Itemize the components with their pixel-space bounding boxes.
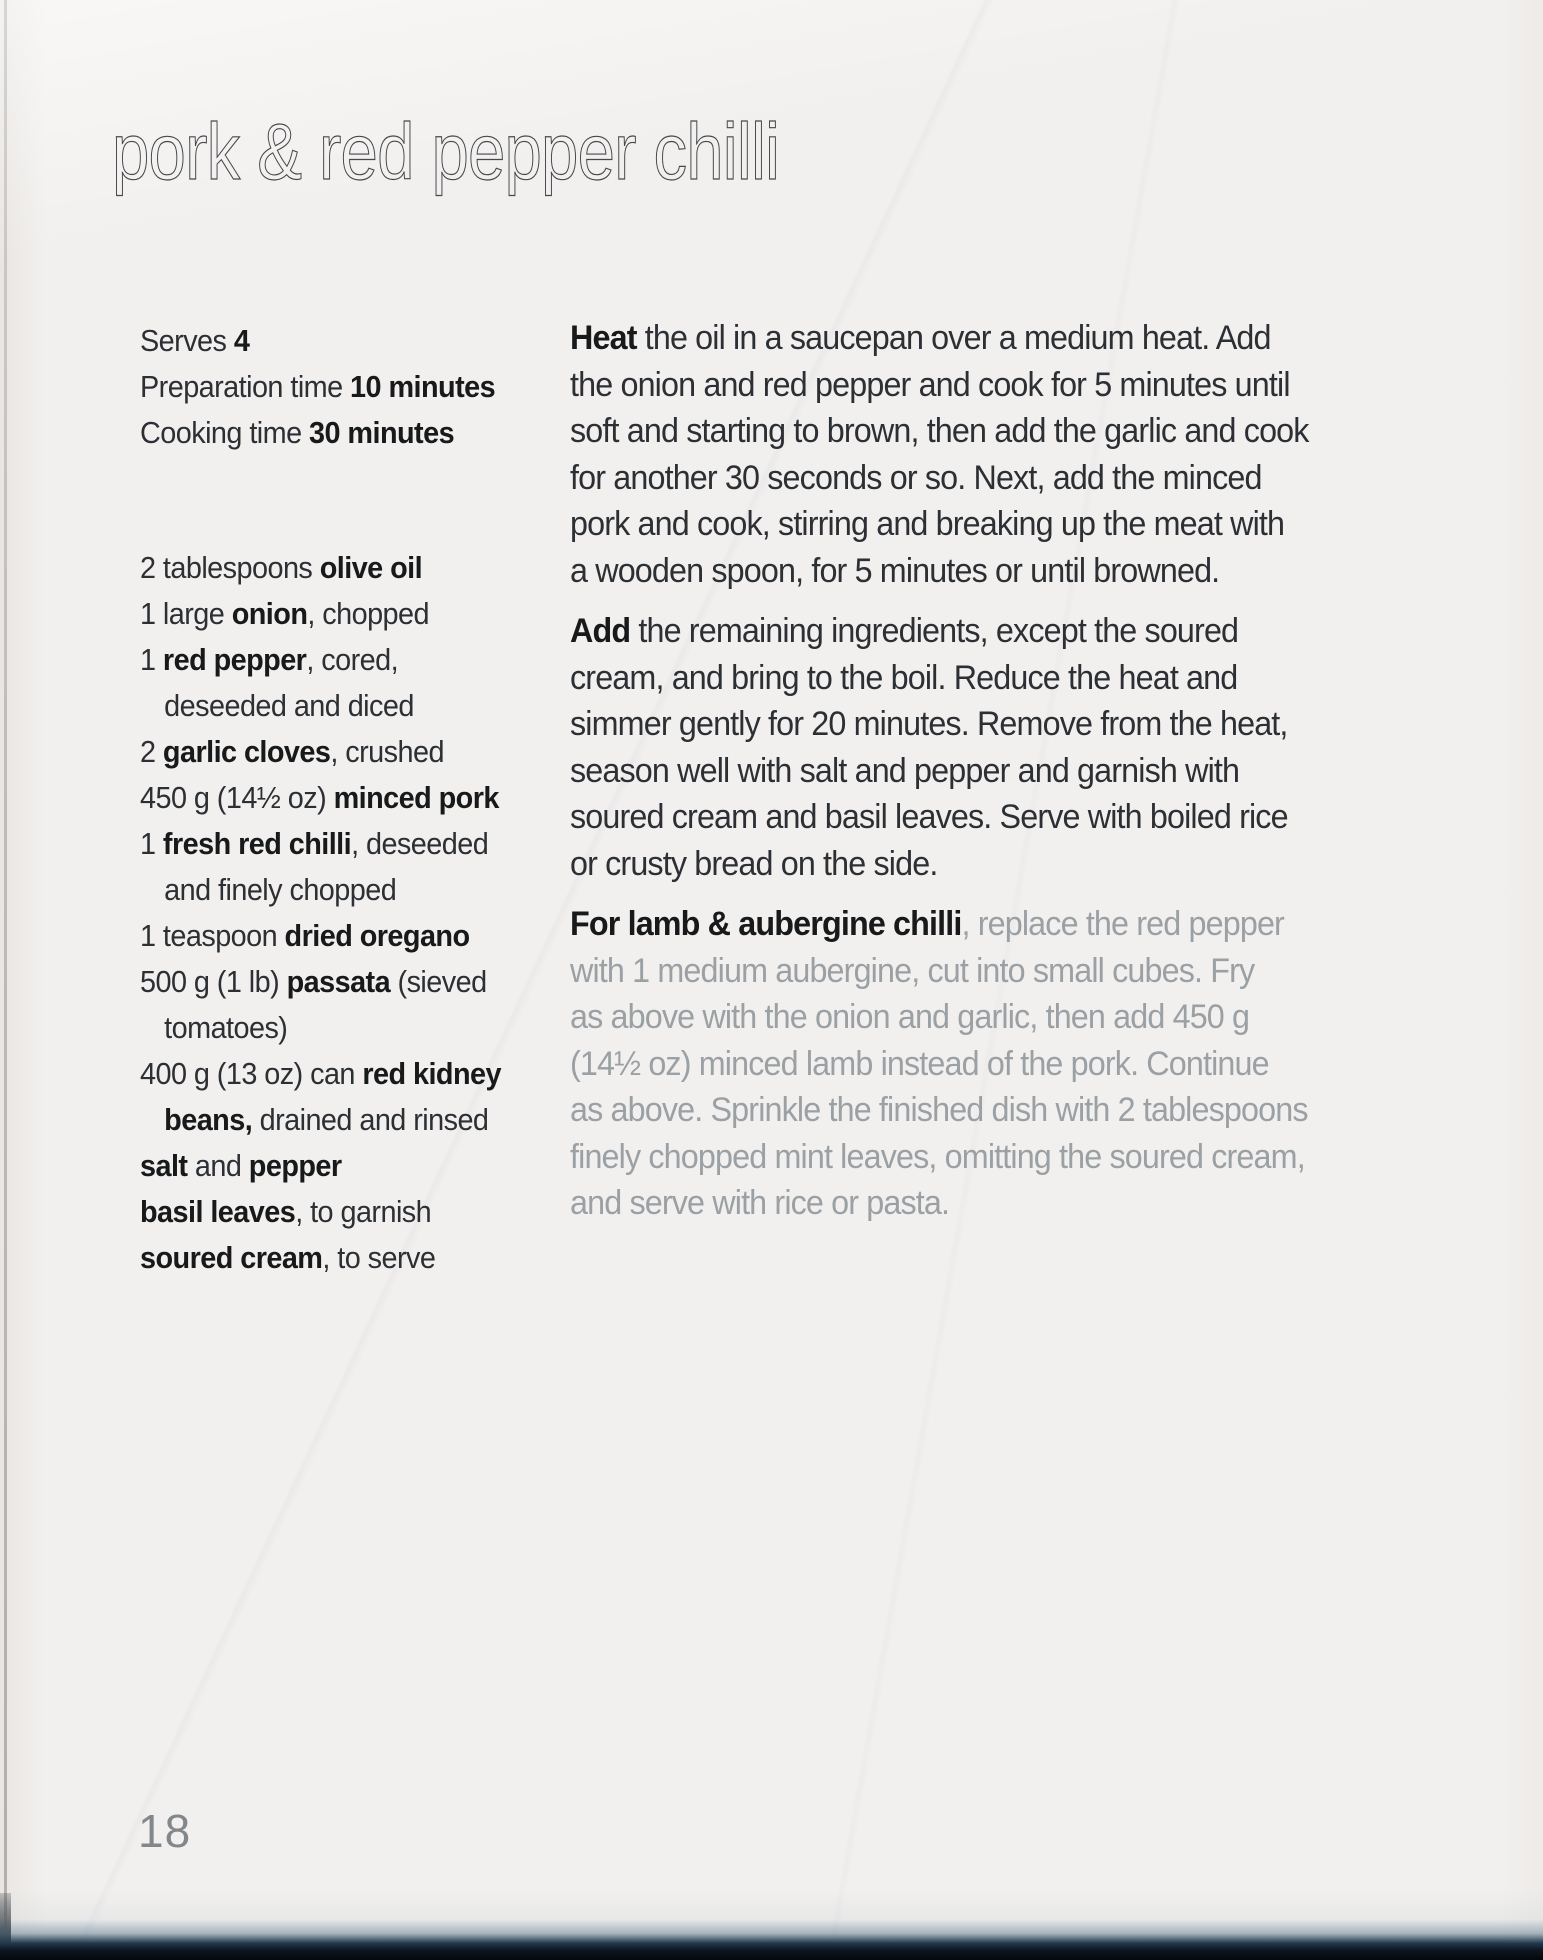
- text-line: [140, 318, 586, 364]
- text-line: [140, 364, 586, 410]
- scan-edge-bottom: [0, 1890, 1543, 1960]
- text-line: [570, 901, 1425, 948]
- text-line: [570, 948, 1425, 995]
- text-segment: , deseeded: [351, 826, 489, 861]
- text-segment: pepper: [248, 1148, 342, 1183]
- page-title: pork & red pepper chilli: [112, 107, 780, 196]
- text-line: [140, 867, 586, 913]
- text-segment: and: [187, 1148, 249, 1183]
- text-segment: Add: [570, 612, 631, 650]
- text-segment: 30 minutes: [309, 415, 455, 450]
- text-line: [570, 362, 1425, 409]
- text-line: [570, 1041, 1425, 1088]
- text-line: [140, 1097, 586, 1143]
- text-segment: salt: [140, 1148, 188, 1183]
- ingredients-column: [140, 318, 586, 1281]
- method-column: [570, 315, 1425, 1241]
- text-segment: simmer gently for 20 minutes. Remove from the heat,: [570, 705, 1288, 743]
- text-segment: as above. Sprinkle the finished dish with 2 tablespoons: [570, 1091, 1308, 1129]
- text-segment: cream, and bring to the boil. Reduce the heat and: [570, 658, 1238, 697]
- text-segment: , chopped: [307, 596, 429, 631]
- text-segment: as above with the onion and garlic, then add 450 g: [570, 998, 1250, 1036]
- text-line: [140, 729, 586, 775]
- text-segment: 2 tablespoons: [140, 550, 320, 585]
- text-segment: Heat: [570, 319, 637, 357]
- text-segment: 450 g (14½ oz): [140, 780, 334, 815]
- text-line: [570, 994, 1425, 1041]
- text-line: [570, 455, 1425, 502]
- text-segment: , cored,: [306, 642, 399, 677]
- text-segment: dried oregano: [284, 918, 470, 953]
- text-segment: tomatoes): [164, 1010, 288, 1045]
- text-line: [570, 1134, 1425, 1181]
- text-segment: pork and cook, stirring and breaking up the meat with: [570, 505, 1285, 543]
- text-line: [140, 913, 586, 959]
- text-segment: beans,: [164, 1102, 253, 1137]
- text-segment: 4: [233, 323, 250, 358]
- text-line: [570, 501, 1425, 548]
- text-segment: (sieved: [390, 964, 487, 999]
- text-segment: olive oil: [319, 550, 423, 585]
- text-line: [570, 1180, 1425, 1227]
- text-segment: soured cream and basil leaves. Serve with boiled rice: [570, 798, 1288, 836]
- text-segment: deseeded and diced: [164, 688, 414, 723]
- text-segment: 400 g (13 oz) can: [140, 1056, 363, 1091]
- text-segment: red pepper: [162, 642, 307, 677]
- text-segment: season well with salt and pepper and garnish with: [570, 751, 1240, 790]
- text-segment: the remaining ingredients, except the soured: [630, 612, 1239, 650]
- text-segment: For lamb & aubergine chilli: [570, 905, 962, 943]
- text-segment: finely chopped mint leaves, omitting the soured cream,: [570, 1137, 1305, 1176]
- text-segment: , crushed: [330, 734, 444, 769]
- text-segment: 1 teaspoon: [140, 918, 285, 953]
- text-segment: soured cream: [140, 1240, 323, 1275]
- text-segment: 10 minutes: [350, 369, 496, 404]
- text-line: [570, 655, 1425, 702]
- text-segment: or crusty bread on the side.: [570, 844, 938, 883]
- text-segment: with 1 medium aubergine, cut into small cubes. Fry: [570, 951, 1255, 990]
- text-line: [140, 1235, 586, 1281]
- text-segment: Cooking time: [140, 415, 310, 450]
- text-line: [570, 701, 1425, 748]
- text-line: [570, 408, 1425, 455]
- text-line: [570, 1087, 1425, 1134]
- text-line: [140, 410, 586, 456]
- text-segment: , to serve: [322, 1240, 436, 1275]
- text-segment: minced pork: [333, 780, 499, 815]
- text-segment: , to garnish: [295, 1194, 432, 1229]
- recipe-meta: [140, 318, 586, 456]
- text-segment: Preparation time: [140, 369, 351, 404]
- method-paragraph-heat: [570, 315, 1425, 594]
- text-line: [140, 637, 586, 683]
- text-line: [140, 1005, 586, 1051]
- text-line: [140, 591, 586, 637]
- text-segment: drained and rinsed: [252, 1102, 489, 1137]
- text-line: [140, 1143, 586, 1189]
- text-segment: 1: [140, 826, 163, 861]
- text-segment: for another 30 seconds or so. Next, add the minced: [570, 458, 1262, 497]
- text-segment: and finely chopped: [164, 872, 397, 907]
- text-line: [140, 959, 586, 1005]
- text-segment: basil leaves: [140, 1194, 296, 1229]
- text-segment: passata: [286, 964, 391, 999]
- text-segment: garlic cloves: [162, 734, 331, 769]
- text-line: [570, 841, 1425, 888]
- text-segment: 1: [140, 642, 163, 677]
- text-segment: the onion and red pepper and cook for 5 minutes until: [570, 365, 1290, 404]
- page-number: 18: [138, 1805, 192, 1857]
- text-segment: soft and starting to brown, then add the garlic and cook: [570, 412, 1309, 450]
- text-segment: 2: [140, 734, 163, 769]
- text-segment: Serves: [140, 323, 234, 358]
- scan-edge-left: [4, 0, 7, 1960]
- text-segment: red kidney: [362, 1056, 501, 1091]
- text-line: [570, 548, 1425, 595]
- text-line: [570, 608, 1425, 655]
- text-line: [140, 821, 586, 867]
- method-paragraph-add: [570, 608, 1425, 887]
- text-line: [140, 545, 586, 591]
- method-paragraph-variation: [570, 901, 1425, 1227]
- text-segment: (14½ oz) minced lamb instead of the pork. Continue: [570, 1044, 1269, 1083]
- text-line: [570, 748, 1425, 795]
- text-segment: and serve with rice or pasta.: [570, 1184, 950, 1222]
- text-segment: , replace the red pepper: [961, 905, 1284, 943]
- ingredients-list: [140, 545, 586, 1281]
- text-line: [570, 794, 1425, 841]
- text-segment: 1 large: [140, 596, 232, 631]
- text-line: [140, 683, 586, 729]
- text-segment: fresh red chilli: [162, 826, 352, 861]
- text-line: [140, 1189, 586, 1235]
- text-line: [570, 315, 1425, 362]
- text-segment: 500 g (1 lb): [140, 964, 287, 999]
- text-line: [140, 1051, 586, 1097]
- text-segment: the oil in a saucepan over a medium heat. Add: [636, 319, 1271, 357]
- text-line: [140, 775, 586, 821]
- text-segment: a wooden spoon, for 5 minutes or until browned.: [570, 551, 1220, 590]
- text-segment: onion: [231, 596, 308, 631]
